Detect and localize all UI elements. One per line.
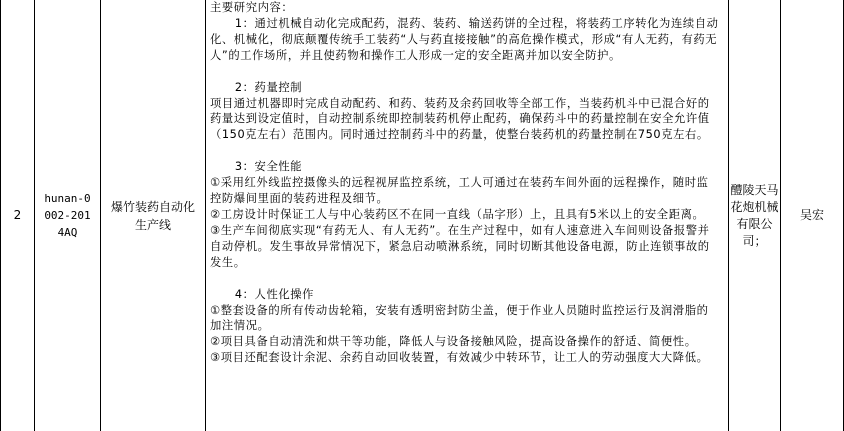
project-name-cell [101,0,205,431]
section-4-item-1: ①整套设备的所有传动齿轮箱，安装有透明密封防尘盖，便于作业人员随时监控运行及润滑脂的加注情况。 [210,303,709,333]
person-cell [781,0,843,431]
project-code-cell [35,0,100,431]
section-3-item-2: ②工房设计时保证工人与中心装药区不在同一直线（品字形）上，且具有5米以上的安全距离。 [210,207,705,221]
section-3-title: 3：安全性能 [234,160,303,174]
company-name: 醴陵天马花炮机械有限公司； [730,182,779,248]
person-name: 吴宏 [799,208,824,222]
section-2-text: 项目通过机器即时完成自动配药、和药、装药及余药回收等全部工作，当装药机斗中已混合好的药量达到设定值时，自动控制系统即控制装药机停止配药，确保药斗中的药量控制在安全允许值（150克左右）范围内。同时通过控制药斗中的药量，使整台装药机的药量控制在750克左右。 [210,96,710,142]
section-4-title: 4：人性化操作 [234,287,315,301]
section-4-item-3: ③项目还配套设计余泥、余药自动回收装置，有效减少中转环节，让工人的劳动强度大大降低。 [210,351,709,365]
section-2-title: 2：药量控制 [234,80,303,94]
project-code: hunan-0002-2014AQ [44,192,91,239]
section-3-item-3: ③生产车间彻底实现“有药无人、有人无药”。在生产过程中，如有人速意进入车间则设备报警并自动停机。发生事故异常情况下，紧急启动喷淋系统，同时切断其他设备电源，防止连锁事故的发生。 [210,223,710,269]
section-1-text: 1：通过机械自动化完成配药，混药、装药、输送药饼的全过程，将装药工序转化为连续自动化、机械化，彻底颠覆传统手工装药“人与药直接接触”的高危操作模式，形成“有人无药，有药无人”的工作场所，并且使药物和操作工人形成一定的安全距离并加以安全防护。 [210,16,719,62]
section-4-item-2: ②项目具备自动清洗和烘干等功能，降低人与设备接触风险，提高设备操作的舒适、简便性。 [210,335,697,349]
content-heading: 主要研究内容： [210,1,294,14]
company-cell [729,0,780,431]
row-index: 2 [13,208,22,222]
project-name: 爆竹装药自动化生产线 [111,199,196,232]
research-content-cell [206,0,724,431]
section-3-item-1: ①采用红外线监控摄像头的远程视屏监控系统，工人可通过在装药车间外面的远程操作，随时监控防爆间里面的装药进程及细节。 [210,176,709,206]
row-index-cell [1,0,34,431]
